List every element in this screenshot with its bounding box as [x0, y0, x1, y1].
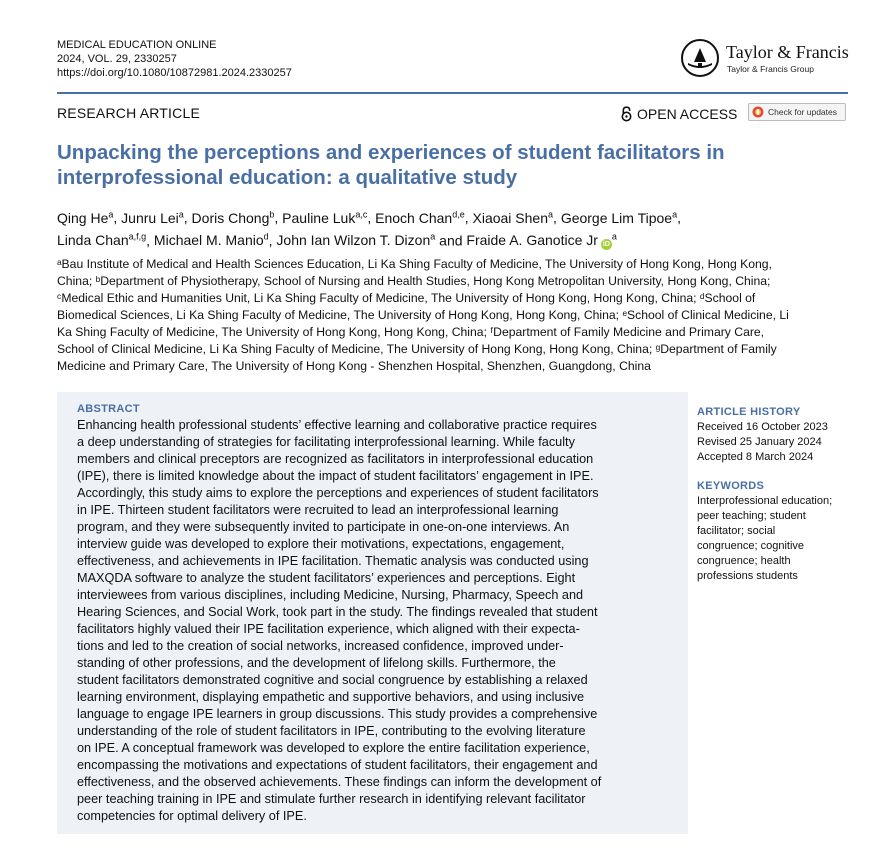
author-label: Doris Chong	[191, 209, 270, 226]
author-affiliation-marker: a	[178, 209, 184, 219]
abstract-line: effectiveness, and achievements in IPE facilitation. Thematic analysis was conducted using	[77, 554, 589, 568]
author-label: Xiaoai Shen	[472, 209, 549, 226]
author-affiliation-marker: a	[108, 209, 114, 219]
author-label: John Ian Wilzon T. Dizon	[276, 232, 431, 249]
author-affiliation-marker: a,c	[355, 209, 368, 219]
abstract-line: interviewees from various disciplines, including Medicine, Nursing, Pharmacy, Speech and	[77, 588, 584, 602]
abstract-line: a deep understanding of strategies for facilitating interprofessional learning. While faculty	[77, 435, 575, 449]
abstract-line: language to engage IPE learners in group discussions. This study provides a comprehensive	[77, 707, 598, 721]
abstract-line: competencies for optimal delivery of IPE.	[77, 809, 307, 823]
abstract-line: on IPE. A conceptual framework was developed to explore the entire facilitation experience,	[77, 741, 590, 755]
author-affiliation-marker: a	[611, 231, 617, 242]
abstract-line: in IPE. Thirteen student facilitators were recruited to lead an interprofessional learning	[77, 503, 559, 517]
affiliation-line: China; ᵇDepartment of Physiotherapy, School of Nursing and Health Studies, Hong Kong Metropolitan University, Hong Kong, China;	[57, 274, 771, 288]
title-line: Unpacking the perceptions and experiences of student facilitators in	[57, 141, 725, 164]
author-label: Fraide A. Ganotice Jr	[466, 232, 598, 249]
article-history	[697, 405, 857, 465]
abstract-line: understanding of the role of student facilitators in IPE, contributing to the evolving literature	[77, 724, 586, 738]
publisher-group: Taylor & Francis Group	[727, 64, 814, 74]
open-lock-icon	[621, 106, 632, 122]
abstract-line: program, and they were subsequently invited to participate in one-on-one interviews. An	[77, 520, 570, 534]
abstract-line: members and clinical preceptors are recognized as facilitators in interprofessional education	[77, 452, 594, 466]
keywords-label: KEYWORDS	[697, 480, 765, 492]
author-name[interactable]	[57, 232, 146, 248]
abstract-line: learning environment, displaying empathetic and supportive behaviors, and using inclusive	[77, 690, 585, 704]
author-label: Qing He	[57, 209, 109, 226]
crossmark-icon	[752, 106, 764, 118]
open-access-label: OPEN ACCESS	[637, 106, 738, 122]
author-label: George Lim Tipoe	[560, 209, 673, 226]
author-affiliation-marker: a,f,g	[128, 231, 147, 242]
affiliations	[57, 256, 857, 375]
abstract-line: Enhancing health professional students’ effective learning and collaborative practice requires	[77, 418, 597, 432]
affiliation-line: Medicine and Primary Care, The University of Hong Kong - Shenzhen Hospital, Shenzhen, Guangdong, China	[57, 359, 651, 373]
affiliation-line: School of Clinical Medicine, Li Ka Shing Faculty of Medicine, The University of Hong Kong, Hong Kong, China; ᵍDepartment of Family	[57, 342, 777, 356]
article-title	[57, 140, 857, 190]
header-divider	[57, 92, 848, 94]
author-label: Enoch Chan	[375, 209, 453, 226]
author-name[interactable]	[154, 232, 269, 248]
affiliation-line: ᶜMedical Ethic and Humanities Unit, Li Ka Shing Faculty of Medicine, The University of Hong Kong, Hong Kong, China; ᵈSchool of	[57, 291, 756, 305]
author-list	[57, 205, 857, 250]
orcid-icon[interactable]: iD	[602, 241, 610, 249]
abstract-line: standing of other professions, and the development of lifelong skills. Furthermore, the	[77, 656, 556, 670]
author-affiliation-marker: d,e	[452, 209, 465, 219]
open-access-badge	[621, 104, 737, 124]
author-name[interactable]	[375, 210, 465, 226]
history-entry: Revised 25 January 2024	[697, 436, 822, 448]
keyword-line: congruence; cognitive	[697, 540, 805, 552]
keyword-line: professions students	[697, 570, 798, 582]
article-type: RESEARCH ARTICLE	[57, 105, 200, 121]
author-name[interactable]	[57, 210, 113, 226]
abstract-line: MAXQDA software to analyze the student facilitators’ experiences and perceptions. Eight	[77, 571, 576, 585]
abstract-line: student facilitators demonstrated cognitive and social congruence by establishing a relaxed	[77, 673, 588, 687]
author-name[interactable]	[473, 210, 554, 226]
affiliation-line: Biomedical Sciences, Li Ka Shing Faculty of Medicine, The University of Hong Kong, Hong Kong, China; ᵉSchool of Clinical Medicine, Li	[57, 308, 789, 322]
abstract-line: (IPE), there is limited knowledge about the impact of student facilitators’ engagement in IPE.	[77, 469, 594, 483]
author-label: Michael M. Manio	[153, 232, 264, 249]
abstract-line: tions and led to the creation of social networks, increased confidence, improved under-	[77, 639, 564, 653]
check-for-updates-label: Check for updates	[768, 107, 837, 117]
affiliation-line: ᵃBau Institute of Medical and Health Sciences Education, Li Ka Shing Faculty of Medicine, The University of Hong Kong, Hong Kong,	[57, 257, 772, 271]
check-for-updates-button[interactable]	[748, 103, 846, 121]
abstract-box	[57, 392, 688, 834]
keywords	[697, 479, 857, 584]
abstract-line: Accordingly, this study aims to explore the perceptions and experiences of student facilitators	[77, 486, 599, 500]
keyword-line: Interprofessional education;	[697, 495, 833, 507]
author-name[interactable]	[561, 210, 677, 226]
keyword-line: congruence; health	[697, 555, 791, 567]
history-entry: Received 16 October 2023	[697, 421, 828, 433]
journal-volume: 2024, VOL. 29, 2330257	[57, 53, 177, 65]
author-affiliation-marker: d	[263, 231, 269, 242]
article-history-label: ARTICLE HISTORY	[697, 406, 801, 418]
abstract-line: peer teaching training in IPE and stimulate further research in identifying relevant facilitator	[77, 792, 586, 806]
abstract-line: facilitators highly valued their IPE facilitation experience, which aligned with their expecta-	[77, 622, 580, 636]
abstract-label: ABSTRACT	[77, 403, 140, 415]
history-entry: Accepted 8 March 2024	[697, 451, 814, 463]
publisher-emblem-icon	[680, 38, 720, 78]
authors-line: Qing He$^a$, Junru Lei$^a$, Doris Chong$^b$, Pauline Luk$^{a,c}$, Enoch Chan$^{d,e}$, Xiaoai Shen$^a$, George Lim Tipoe$^a$,	[57, 209, 682, 226]
author-affiliation-marker: a	[430, 231, 436, 242]
author-label: Pauline Luk	[282, 209, 356, 226]
journal-doi[interactable]: https://doi.org/10.1080/10872981.2024.2330257	[57, 67, 292, 79]
author-name[interactable]	[466, 232, 617, 248]
journal-info	[57, 38, 292, 80]
abstract-text	[77, 417, 669, 825]
author-name[interactable]	[276, 232, 435, 248]
author-label: Linda Chan	[57, 232, 129, 249]
publisher-name: Taylor & Francis	[726, 42, 849, 62]
abstract-line: encompassing the motivations and expectations of student facilitators, their engagement and	[77, 758, 598, 772]
affiliation-line: Ka Shing Faculty of Medicine, The University of Hong Kong, Hong Kong, China; ᶠDepartment of Family Medicine and Primary Care,	[57, 325, 765, 339]
authors-line: Linda Chan$^{a,f,g}$, Michael M. Manio$^d$, John Ian Wilzon T. Dizon$^a$ and Fraide A. Ganotice Jr $iD^a$	[57, 231, 617, 249]
author-connector: and	[439, 232, 467, 249]
keyword-line: peer teaching; student	[697, 510, 806, 522]
title-line: interprofessional education: a qualitative study	[57, 166, 518, 189]
abstract-line: Hearing Sciences, and Social Work, took part in the study. The findings revealed that student	[77, 605, 598, 619]
author-name[interactable]	[192, 210, 275, 226]
abstract-line: interview guide was developed to explore their motivations, expectations, engagement,	[77, 537, 565, 551]
author-label: Junru Lei	[121, 209, 179, 226]
author-name[interactable]	[282, 210, 367, 226]
keyword-line: facilitator; social	[697, 525, 776, 537]
author-affiliation-marker: b	[269, 209, 275, 219]
author-affiliation-marker: a	[672, 209, 678, 219]
abstract-line: effectiveness, and the observed achievements. These findings can inform the development of	[77, 775, 602, 789]
publisher-logo	[680, 38, 860, 80]
journal-name: MEDICAL EDUCATION ONLINE	[57, 39, 217, 51]
author-name[interactable]	[121, 210, 184, 226]
author-affiliation-marker: a	[548, 209, 554, 219]
